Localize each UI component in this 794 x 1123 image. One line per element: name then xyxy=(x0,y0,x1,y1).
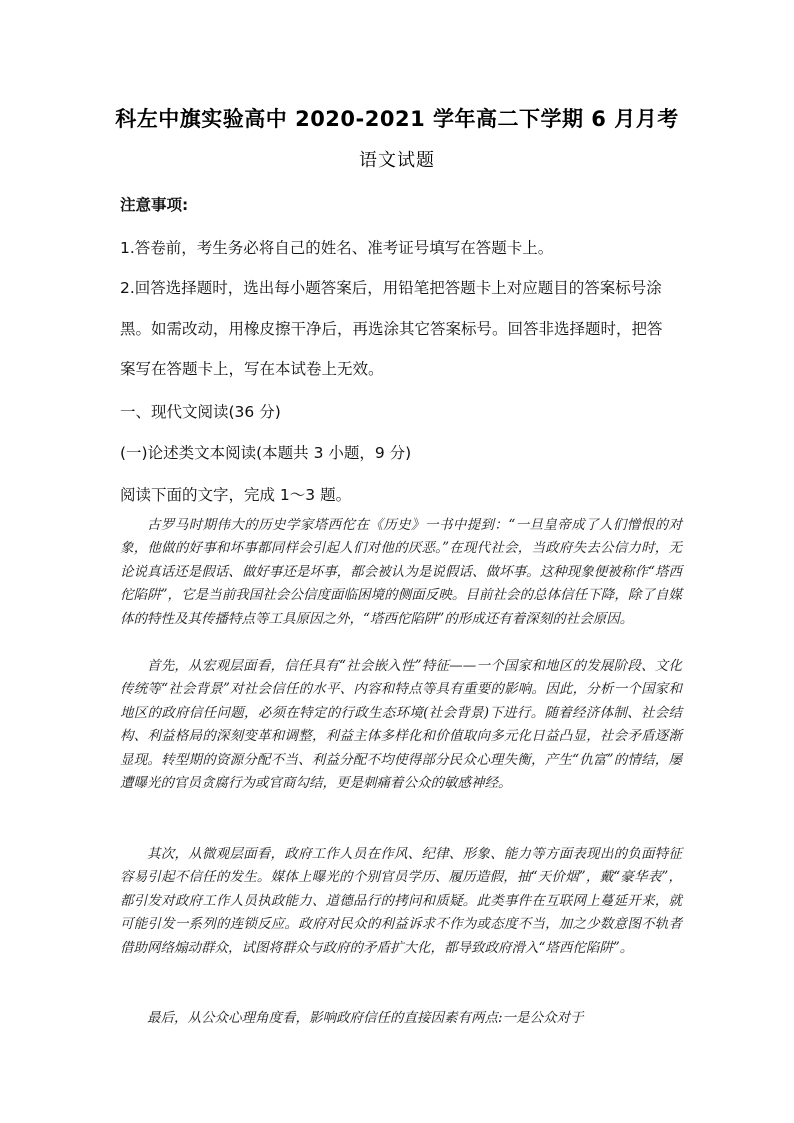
passage-paragraph-3: 其次，从微观层面看，政府工作人员在作风、纪律、形象、能力等方面表现出的负面特征容易引起不信任的发生。媒体上曝光的个别官员学历、履历造假，抽“天价烟”，戴“豪华表”，都引发对政府工作人员执政能力、道德品行的拷问和质疑。此类事件在互联网上蔓延开来，就可能引发一系列的连锁反应。政府对民众的利益诉求不作为或态度不当，加之少数意图不轨者借助网络煽动群众，试图将群众与政府的矛盾扩大化，都导致政府滑入“塔西佗陷阱”。 xyxy=(120,846,682,956)
exam-subtitle: 语文试题 xyxy=(359,150,435,171)
notes-item-2-line-1: 2.回答选择题时，选出每小题答案后，用铅笔把答题卡上对应题目的答案标号涂 xyxy=(120,279,662,297)
reading-instruction: 阅读下面的文字，完成 1～3 题。 xyxy=(120,486,352,504)
section-heading: 一、现代文阅读(36 分) xyxy=(120,403,281,421)
notes-item-2-line-2: 黑。如需改动，用橡皮擦干净后，再选涂其它答案标号。回答非选择题时，把答 xyxy=(120,320,663,338)
passage-paragraph-1: 古罗马时期伟大的历史学家塔西佗在《历史》一书中提到：“一旦皇帝成了人们憎恨的对象，他做的好事和坏事都同样会引起人们对他的厌恶。”在现代社会，当政府失去公信力时，无论说真话还是假话、做好事还是坏事，都会被认为是说假话、做坏事。这种现象便被称作“塔西佗陷阱”，它是当前我国社会公信度面临困境的侧面反映。目前社会的总体信任下降，除了自媒体的特性及其传播特点等工具原因之外，“塔西佗陷阱”的形成还有着深刻的社会原因。 xyxy=(120,517,682,627)
notes-heading: 注意事项: xyxy=(120,196,189,214)
exam-title: 科左中旗实验高中 2020-2021 学年高二下学期 6 月月考 xyxy=(115,107,679,131)
notes-item-2-line-3: 案写在答题卡上，写在本试卷上无效。 xyxy=(120,360,384,378)
passage-paragraph-2: 首先，从宏观层面看，信任具有“社会嵌入性”特征——一个国家和地区的发展阶段、文化传统等“社会背景”对社会信任的水平、内容和特点等具有重要的影响。因此，分析一个国家和地区的政府信任问题，必须在特定的行政生态环境(社会背景)下进行。随着经济体制、社会结构、利益格局的深刻变革和调整，利益主体多样化和价值取向多元化日益凸显，社会矛盾逐渐显现。转型期的资源分配不当、利益分配不均使得部分民众心理失衡，产生“仇富”的情结，屡遭曝光的官员贪腐行为或官商勾结，更是刺痛着公众的敏感神经。 xyxy=(120,658,682,792)
passage-paragraph-4: 最后，从公众心理角度看，影响政府信任的直接因素有两点:一是公众对于 xyxy=(147,1010,584,1026)
section-subheading: (一)论述类文本阅读(本题共 3 小题，9 分) xyxy=(120,444,412,462)
notes-item-1: 1.答卷前，考生务必将自己的姓名、准考证号填写在答题卡上。 xyxy=(120,239,554,257)
